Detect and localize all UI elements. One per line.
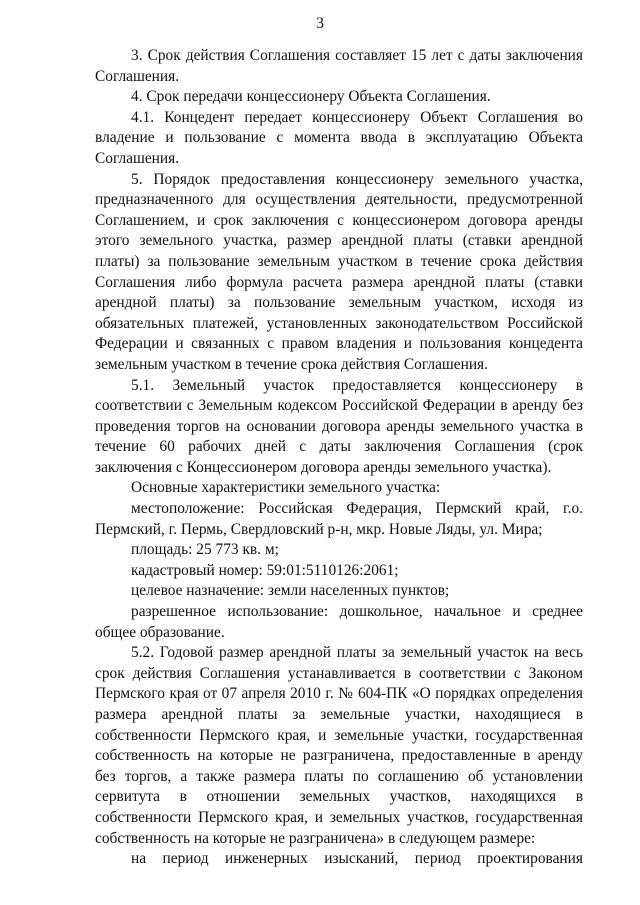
- paragraph-transfer-heading: 4. Срок передачи концессионеру Объекта Соглашения.: [131, 88, 491, 106]
- paragraph-area: площадь: 25 773 кв. м;: [131, 541, 279, 559]
- paragraph-rent-5-2: 5.2. Годовой размер арендной платы за земельный участок на весь срок действия Соглашения устанавливается в соответствии с Законом Пермского края от 07 апреля 2010 г. № 604-ПК «О порядках определения размера арендной платы за земельные участки, находящиеся в собственности Пермского края, и земельные участки, государственная собственность на которые не разграничена, предоставленные в аренду без торгов, а также размера платы по соглашению об установлении сервитута в отношении земельных участков, находящихся в собственности Пермского края, и земельных участков, государственная собственность на которые не разграничена» в следующем размере:: [95, 644, 583, 847]
- paragraph-permitted-use: разрешенное использование: дошкольное, начальное и среднее общее образование.: [95, 603, 583, 641]
- page-number: 3: [316, 15, 324, 32]
- document-body: [95, 46, 583, 870]
- paragraph-land-procedure: 5. Порядок предоставления концессионеру земельного участка, предназначенного для осуществления деятельности, предусмотренной Соглашением, и срок заключения с концессионером договора аренды этого земельного участка, размер арендной платы (ставки арендной платы) за пользование земельным участком в течение срока действия Соглашения либо формула расчета размера арендной платы (ставки арендной платы) за пользование земельным участком, исходя из обязательных платежей, установленных законодательством Российской Федерации и связанных с правом владения и пользования концедента земельным участком в течение срока действия Соглашения.: [95, 170, 583, 373]
- paragraph-term: 3. Срок действия Соглашения составляет 15 лет с даты заключения Соглашения.: [95, 47, 583, 85]
- paragraph-purpose: целевое назначение: земли населенных пунктов;: [131, 582, 450, 600]
- paragraph-land-characteristics: Основные характеристики земельного участка:: [131, 479, 441, 497]
- paragraph-period: на период инженерных изысканий, период проектирования: [131, 850, 583, 868]
- paragraph-location: местоположение: Российская Федерация, Пермский край, г.о. Пермский, г. Пермь, Свердловский р-н, мкр. Новые Ляды, ул. Мира;: [95, 500, 583, 538]
- paragraph-cadastral-number: кадастровый номер: 59:01:5110126:2061;: [131, 561, 399, 579]
- paragraph-land-5-1: 5.1. Земельный участок предоставляется концессионеру в соответствии с Земельным кодексом Российской Федерации в аренду без проведения торгов на основании договора аренды земельного участка в течение 60 рабочих дней с даты заключения Соглашения (срок заключения с Концессионером договора аренды земельного участка).: [95, 376, 583, 476]
- paragraph-transfer-4-1: 4.1. Концедент передает концессионеру Объект Соглашения во владение и пользование с момента ввода в эксплуатацию Объекта Соглашения.: [95, 108, 583, 167]
